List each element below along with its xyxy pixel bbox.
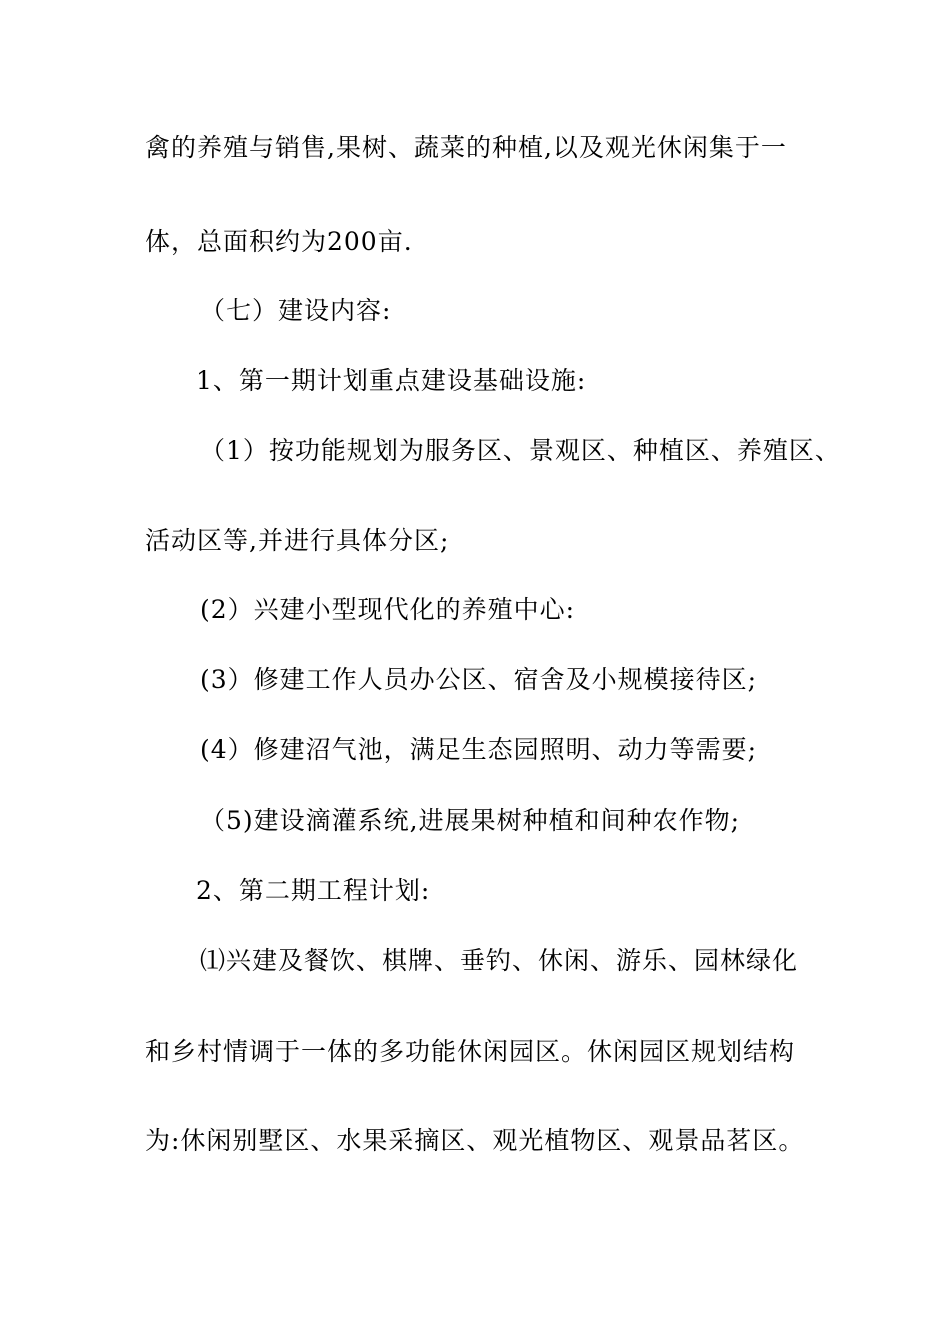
section-heading: （七）建设内容:: [200, 296, 392, 325]
paragraph-line: 和乡村情调于一体的多功能休闲园区。休闲园区规划结构: [145, 1037, 796, 1066]
list-item: (2）兴建小型现代化的养殖中心:: [200, 595, 576, 624]
list-item: (3）修建工作人员办公区、宿舍及小规模接待区;: [200, 665, 758, 694]
list-item: （5)建设滴灌系统,进展果树种植和间种农作物;: [200, 806, 741, 835]
paragraph-line: 活动区等,并进行具体分区;: [145, 526, 450, 555]
list-item: ⑴兴建及餐饮、棋牌、垂钓、休闲、游乐、园林绿化: [200, 946, 799, 975]
list-item: (4）修建沼气池，满足生态园照明、动力等需要;: [200, 735, 758, 764]
list-item: （1）按功能规划为服务区、景观区、种植区、养殖区、: [200, 436, 841, 465]
paragraph-line: 体，总面积约为200亩.: [145, 227, 413, 256]
paragraph-line: 禽的养殖与销售,果树、蔬菜的种植,以及观光休闲集于一: [145, 133, 787, 162]
paragraph-line: 为:休闲别墅区、水果采摘区、观光植物区、观景品茗区。: [145, 1126, 805, 1155]
subsection-heading: 2、第二期工程计划:: [196, 876, 431, 905]
subsection-heading: 1、第一期计划重点建设基础设施:: [196, 366, 587, 395]
